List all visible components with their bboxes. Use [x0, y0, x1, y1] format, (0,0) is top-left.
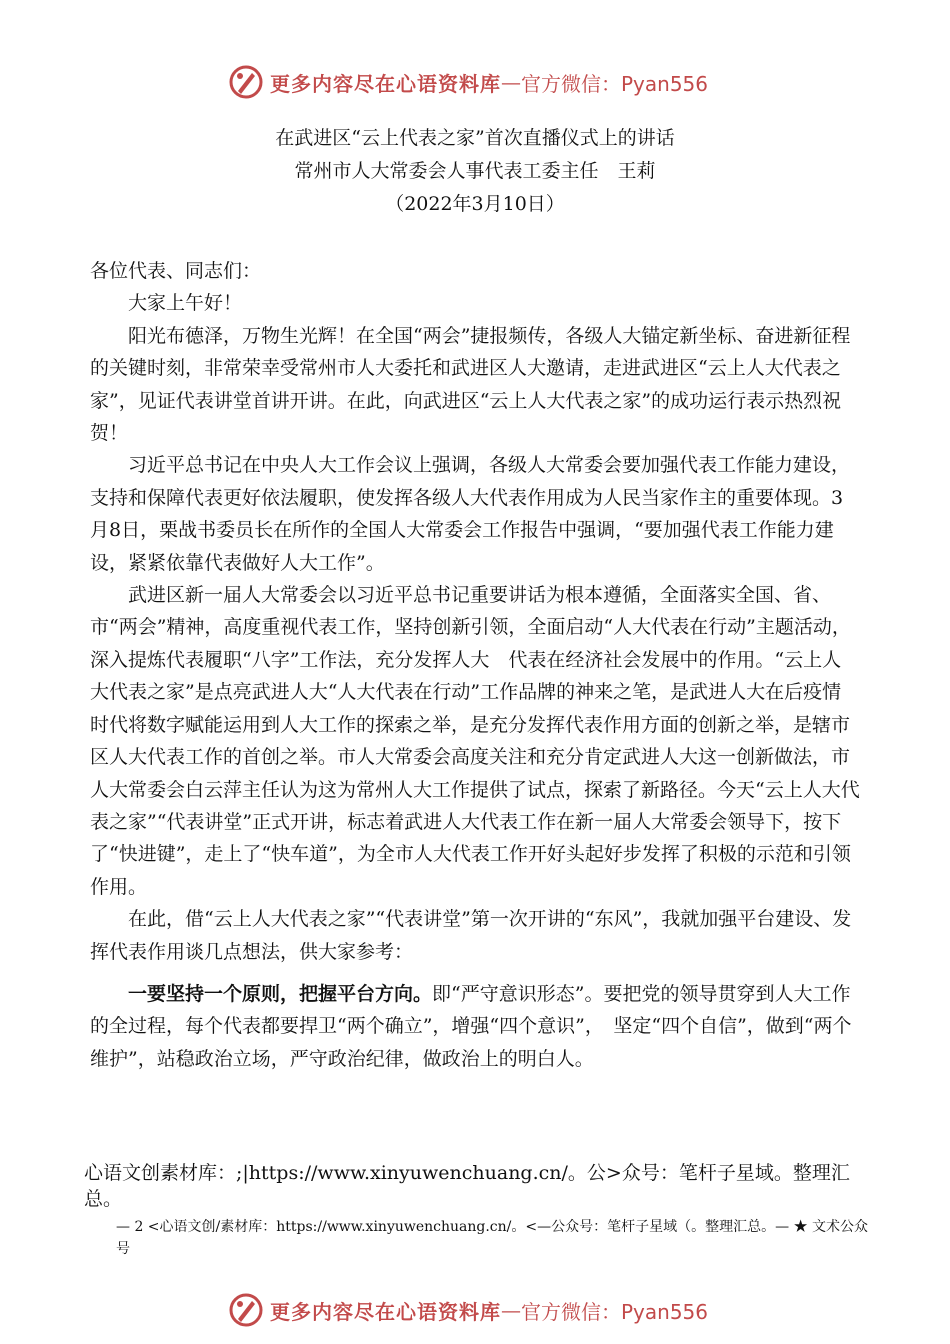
banner-text: 更多内容尽在心语资料库	[270, 1299, 501, 1324]
banner-text: 更多内容尽在心语资料库	[270, 71, 501, 96]
banner-wechat: 官方微信：Pyan556	[521, 1299, 709, 1324]
banner-dash: —	[501, 1298, 521, 1322]
paragraph-3: 武进区新一届人大常委会以习近平总书记重要讲话为根本遵循，全面落实全国、省、市“两会”精神，高度重视代表工作，坚持创新引领，全面启动“人大代表在行动”主题活动，深入提炼代表履职“八字”工作法，充分发挥人大 代表在经济社会发展中的作用。“云上人大代表之家”是点亮武进人大“人大代表在行动”工作品牌的神来之笔，是武进人大在后疫情时代将数字赋能运用到人大工作的探索之举，是充分发挥代表作用方面的创新之举，是辖市区人大代表工作的首创之举。市人大常委会高度关注和充分肯定武进人大这一创新做法，市人大常委会白云萍主任认为这为常州人大工作提供了试点，探索了新路径。今天“云上人大代表之家”“代表讲堂”正式开讲，标志着武进人大代表工作在新一届人大常委会领导下，按下了“快进键”，走上了“快车道”，为全市人大代表工作开好头起好步发挥了积极的示范和引领作用。	[90, 584, 860, 898]
paragraph-5-lead: 一要坚持一个原则，把握平台方向。	[128, 982, 433, 1005]
greeting: 大家上午好！	[128, 292, 243, 315]
pen-logo-icon	[228, 1292, 264, 1328]
speech-body	[90, 255, 860, 1075]
footer-page-note: — 2 <心语文创/素材库：https://www.xinyuwenchuang.cn/。<—公众号：笔杆子星域（。整理汇总。— ★ 文术公众号	[116, 1219, 869, 1257]
speech-title: 在武进区“云上代表之家”首次直播仪式上的讲话	[275, 127, 675, 149]
banner-wechat: 官方微信：Pyan556	[521, 71, 709, 96]
paragraph-5	[90, 978, 860, 1075]
paragraph-1: 阳光布德泽，万物生光辉！在全国“两会”捷报频传，各级人大锚定新坐标、奋进新征程的关键时刻，非常荣幸受常州市人大委托和武进区人大邀请，走进武进区“云上人大代表之家”，见证代表讲堂首讲开讲。在此，向武进区“云上人大代表之家”的成功运行表示热烈祝贺！	[90, 324, 851, 445]
title-block	[0, 122, 950, 221]
footer-banner	[228, 1290, 728, 1330]
speech-date: （2022年3月10日）	[385, 193, 565, 215]
salutation: 各位代表、同志们：	[90, 260, 262, 282]
footer-source-note: 心语文创素材库：;|https://www.xinyuwenchuang.cn/。公>众号：笔杆子星域。整理汇总。	[84, 1162, 850, 1210]
banner-dash: —	[501, 70, 521, 94]
speaker-line: 常州市人大常委会人事代表工委主任 王莉	[294, 160, 656, 182]
header-banner	[228, 62, 728, 102]
paragraph-2: 习近平总书记在中央人大工作会议上强调，各级人大常委会要加强代表工作能力建设，支持和保障代表更好依法履职，使发挥各级人大代表作用成为人民当家作主的重要体现。3月8日，栗战书委员长在所作的全国人大常委会工作报告中强调，“要加强代表工作能力建设，紧紧依靠代表做好人大工作”。	[90, 454, 851, 574]
paragraph-4: 在此，借“云上人大代表之家”“代表讲堂”第一次开讲的“东风”，我就加强平台建设、发挥代表作用谈几点想法，供大家参考：	[90, 908, 852, 963]
paragraph-5-rest: 即“严守意识形态”。要把党的领导贯穿到人大工作的全过程，每个代表都要捍卫“两个确立”，增强“四个意识”， 坚定“四个自信”，做到“两个维护”，站稳政治立场，严守政治纪律，做政治上的明白人。	[90, 982, 852, 1070]
pen-logo-icon	[228, 64, 264, 100]
